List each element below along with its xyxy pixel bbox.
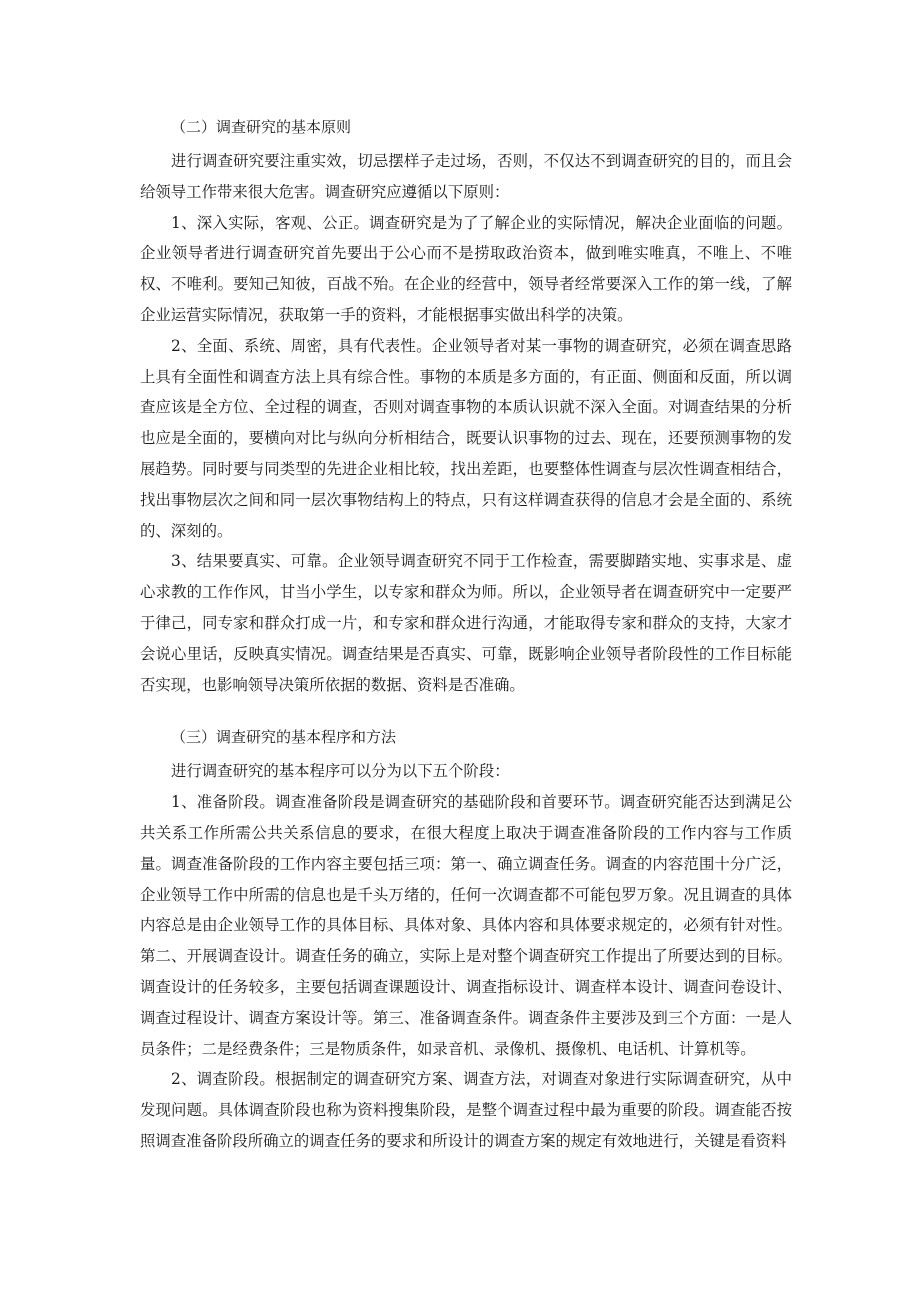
section-heading: （二）调查研究的基本原则 (171, 118, 352, 136)
paragraph: 进行调查研究的基本程序可以分为以下五个阶段： (171, 762, 510, 781)
section-heading: （三）调查研究的基本程序和方法 (171, 728, 397, 747)
section-procedures (140, 722, 792, 1156)
paragraph: 进行调查研究要注重实效，切忌摆样子走过场，否则，不仅达不到调查研究的目的，而且会给领导工作带来很大危害。调查研究应遵循以下原则： (140, 152, 792, 201)
document-page (140, 112, 792, 1157)
paragraph: 1、准备阶段。调查准备阶段是调查研究的基础阶段和首要环节。调查研究能否达到满足公共关系工作所需公共关系信息的要求，在很大程度上取决于调查准备阶段的工作内容与工作质量。调查准备阶段的工作内容主要包括三项：第一、确立调查任务。调查的内容范围十分广泛，企业领导工作中所需的信息也是千头万绪的，任何一次调查都不可能包罗万象。况且调查的具体内容总是由企业领导工作的具体目标、具体对象、具体内容和具体要求规定的，必须有针对性。第二、开展调查设计。调查任务的确立，实际上是对整个调查研究工作提出了所要达到的目标。调查设计的任务较多，主要包括调查课题设计、调查指标设计、调查样本设计、调查问卷设计、调查过程设计、调查方案设计等。第三、准备调查条件。调查条件主要涉及到三个方面：一是人员条件；二是经费条件；三是物质条件，如录音机、录像机、摄像机、电话机、计算机等。 (140, 793, 792, 1058)
paragraph: 3、结果要真实、可靠。企业领导调查研究不同于工作检查，需要脚踏实地、实事求是、虚心求教的工作作风，甘当小学生，以专家和群众为师。所以，企业领导者在调查研究中一定要严于律己，同专家和群众打成一片，和专家和群众进行沟通，才能取得专家和群众的支持，大家才会说心里话，反映真实情况。调查结果是否真实、可靠，既影响企业领导者阶段性的工作目标能否实现，也影响领导决策所依据的数据、资料是否准确。 (140, 552, 792, 694)
section-principles (140, 112, 792, 700)
paragraph: 2、调查阶段。根据制定的调查研究方案、调查方法，对调查对象进行实际调查研究，从中发现问题。具体调查阶段也称为资料搜集阶段，是整个调查过程中最为重要的阶段。调查能否按照调查准备阶段所确立的调查任务的要求和所设计的调查方案的规定有效地进行，关键是看资料 (140, 1070, 792, 1150)
paragraph: 2、全面、系统、周密，具有代表性。企业领导者对某一事物的调查研究，必须在调查思路上具有全面性和调查方法上具有综合性。事物的本质是多方面的，有正面、侧面和反面，所以调查应该是全方位、全过程的调查，否则对调查事物的本质认识就不深入全面。对调查结果的分析也应是全面的，要横向对比与纵向分析相结合，既要认识事物的过去、现在，还要预测事物的发展趋势。同时要与同类型的先进企业相比较，找出差距，也要整体性调查与层次性调查相结合，找出事物层次之间和同一层次事物结构上的特点，只有这样调查获得的信息才会是全面的、系统的、深刻的。 (140, 336, 792, 540)
paragraph: 1、深入实际，客观、公正。调查研究是为了了解企业的实际情况，解决企业面临的问题。企业领导者进行调查研究首先要出于公心而不是捞取政治资本，做到唯实唯真，不唯上、不唯权、不唯利。要知己知彼，百战不殆。在企业的经营中，领导者经常要深入工作的第一线，了解企业运营实际情况，获取第一手的资料，才能根据事实做出科学的决策。 (140, 213, 792, 324)
